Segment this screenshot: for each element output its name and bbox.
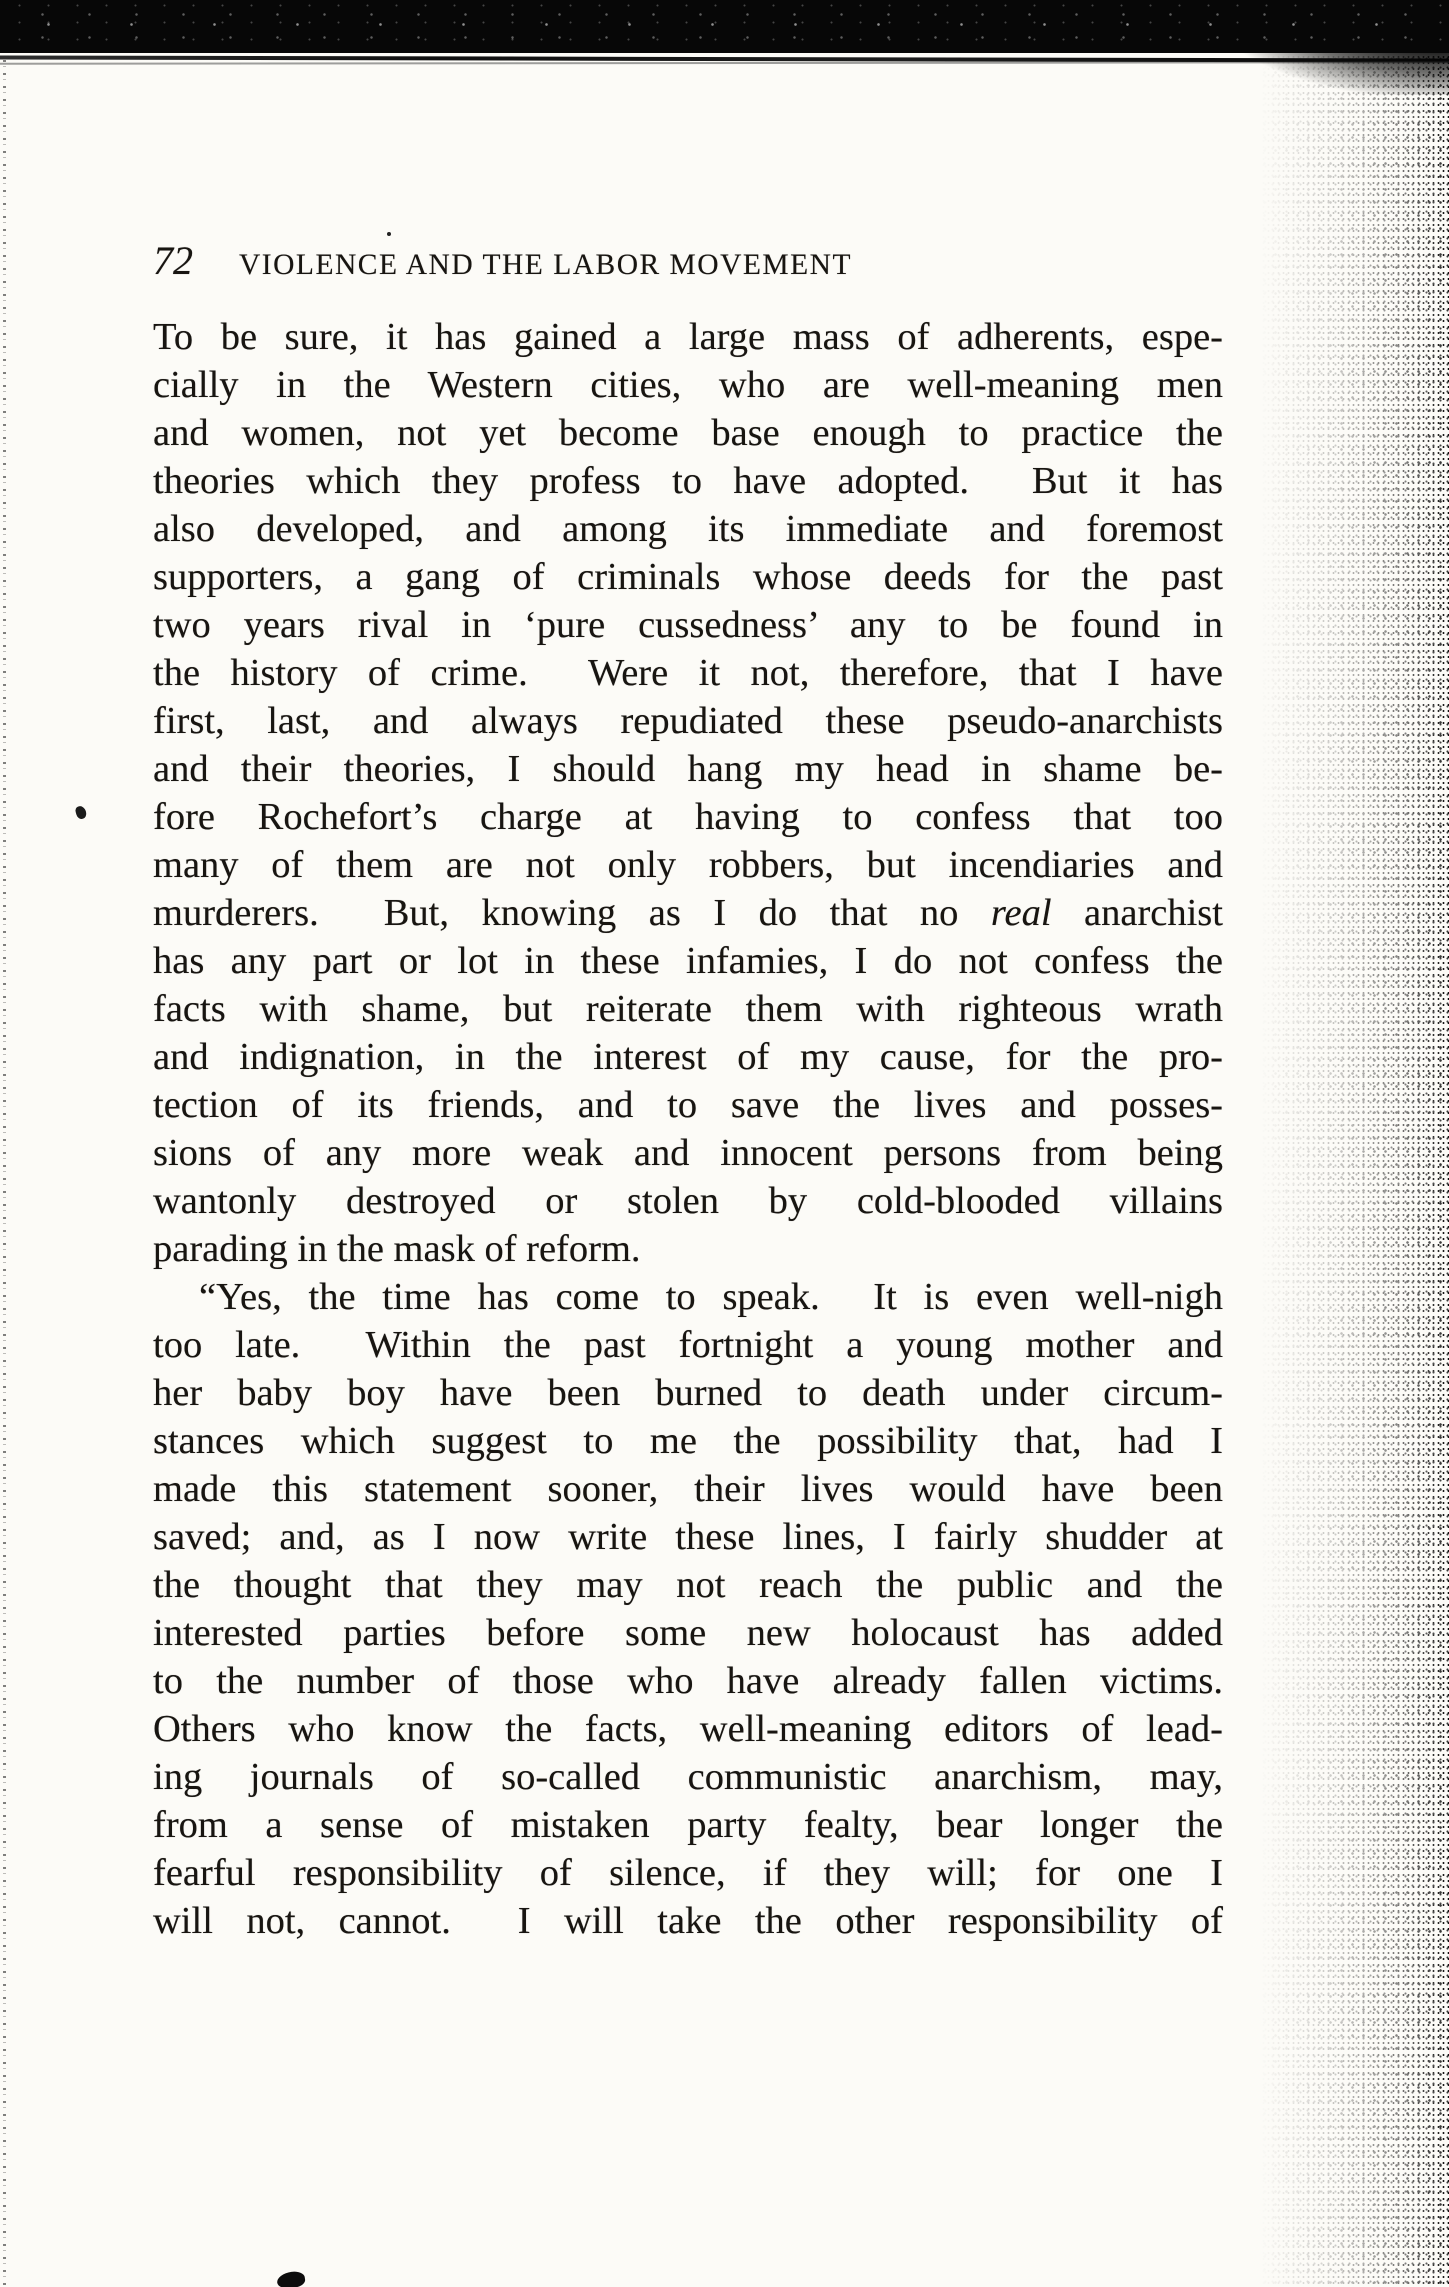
text-line: many of them are not only robbers, but incendiaries and [153, 844, 1223, 886]
text-line: fore Rochefort’s charge at having to confess that too [153, 796, 1223, 838]
text-line: parading in the mask of reform. [153, 1228, 641, 1270]
text-line: the history of crime. Were it not, therefore, that I have [153, 652, 1223, 694]
text-line: murderers. But, knowing as I do that no real anarchist [153, 892, 1223, 934]
text-line: has any part or lot in these infamies, I do not confess the [153, 940, 1223, 982]
text-line: theories which they profess to have adopted. But it has [153, 460, 1223, 502]
text-line: supporters, a gang of criminals whose deeds for the past [153, 556, 1223, 598]
text-line: stances which suggest to me the possibility that, had I [153, 1420, 1223, 1462]
text-line: To be sure, it has gained a large mass of adherents, espe- [153, 316, 1223, 358]
paragraph [153, 313, 1223, 1273]
ink-speck [387, 232, 391, 236]
ink-smudge [276, 2270, 306, 2287]
page-header [153, 237, 1223, 284]
text-line: facts with shame, but reiterate them with righteous wrath [153, 988, 1223, 1030]
text-line: from a sense of mistaken party fealty, bear longer the [153, 1804, 1223, 1846]
text-line: fearful responsibility of silence, if they will; for one I [153, 1852, 1223, 1894]
scan-edge-left [3, 60, 6, 2287]
text-line: tection of its friends, and to save the lives and posses- [153, 1084, 1223, 1126]
scan-edge-top [0, 0, 1449, 53]
body-text [153, 313, 1223, 1945]
scan-edge-right [1259, 40, 1449, 2287]
text-line: sions of any more weak and innocent persons from being [153, 1132, 1223, 1174]
text-line: made this statement sooner, their lives would have been [153, 1468, 1223, 1510]
text-line: and women, not yet become base enough to practice the [153, 412, 1223, 454]
text-line: to the number of those who have already fallen victims. [153, 1660, 1223, 1702]
paragraph [153, 1273, 1223, 1945]
text-line: cially in the Western cities, who are well-meaning men [153, 364, 1223, 406]
text-line: first, last, and always repudiated these pseudo-anarchists [153, 700, 1223, 742]
text-line: also developed, and among its immediate and foremost [153, 508, 1223, 550]
text-line: and indignation, in the interest of my cause, for the pro- [153, 1036, 1223, 1078]
text-line: two years rival in ‘pure cussedness’ any to be found in [153, 604, 1223, 646]
text-line: wantonly destroyed or stolen by cold-blooded villains [153, 1180, 1223, 1222]
text-line: and their theories, I should hang my head in shame be- [153, 748, 1223, 790]
running-title: VIOLENCE AND THE LABOR MOVEMENT [239, 249, 852, 281]
text-line: interested parties before some new holocaust has added [153, 1612, 1223, 1654]
text-line: too late. Within the past fortnight a young mother and [153, 1324, 1223, 1366]
text-line: her baby boy have been burned to death under circum- [153, 1372, 1223, 1414]
text-line: will not, cannot. I will take the other responsibility of [153, 1900, 1223, 1942]
text-line: saved; and, as I now write these lines, I fairly shudder at [153, 1516, 1223, 1558]
text-line: “Yes, the time has come to speak. It is even well-nigh [199, 1276, 1223, 1318]
ink-speck [74, 805, 87, 820]
page-number: 72 [153, 238, 193, 283]
text-line: the thought that they may not reach the public and the [153, 1564, 1223, 1606]
text-line: Others who know the facts, well-meaning editors of lead- [153, 1708, 1223, 1750]
text-line: ing journals of so-called communistic anarchism, may, [153, 1756, 1223, 1798]
